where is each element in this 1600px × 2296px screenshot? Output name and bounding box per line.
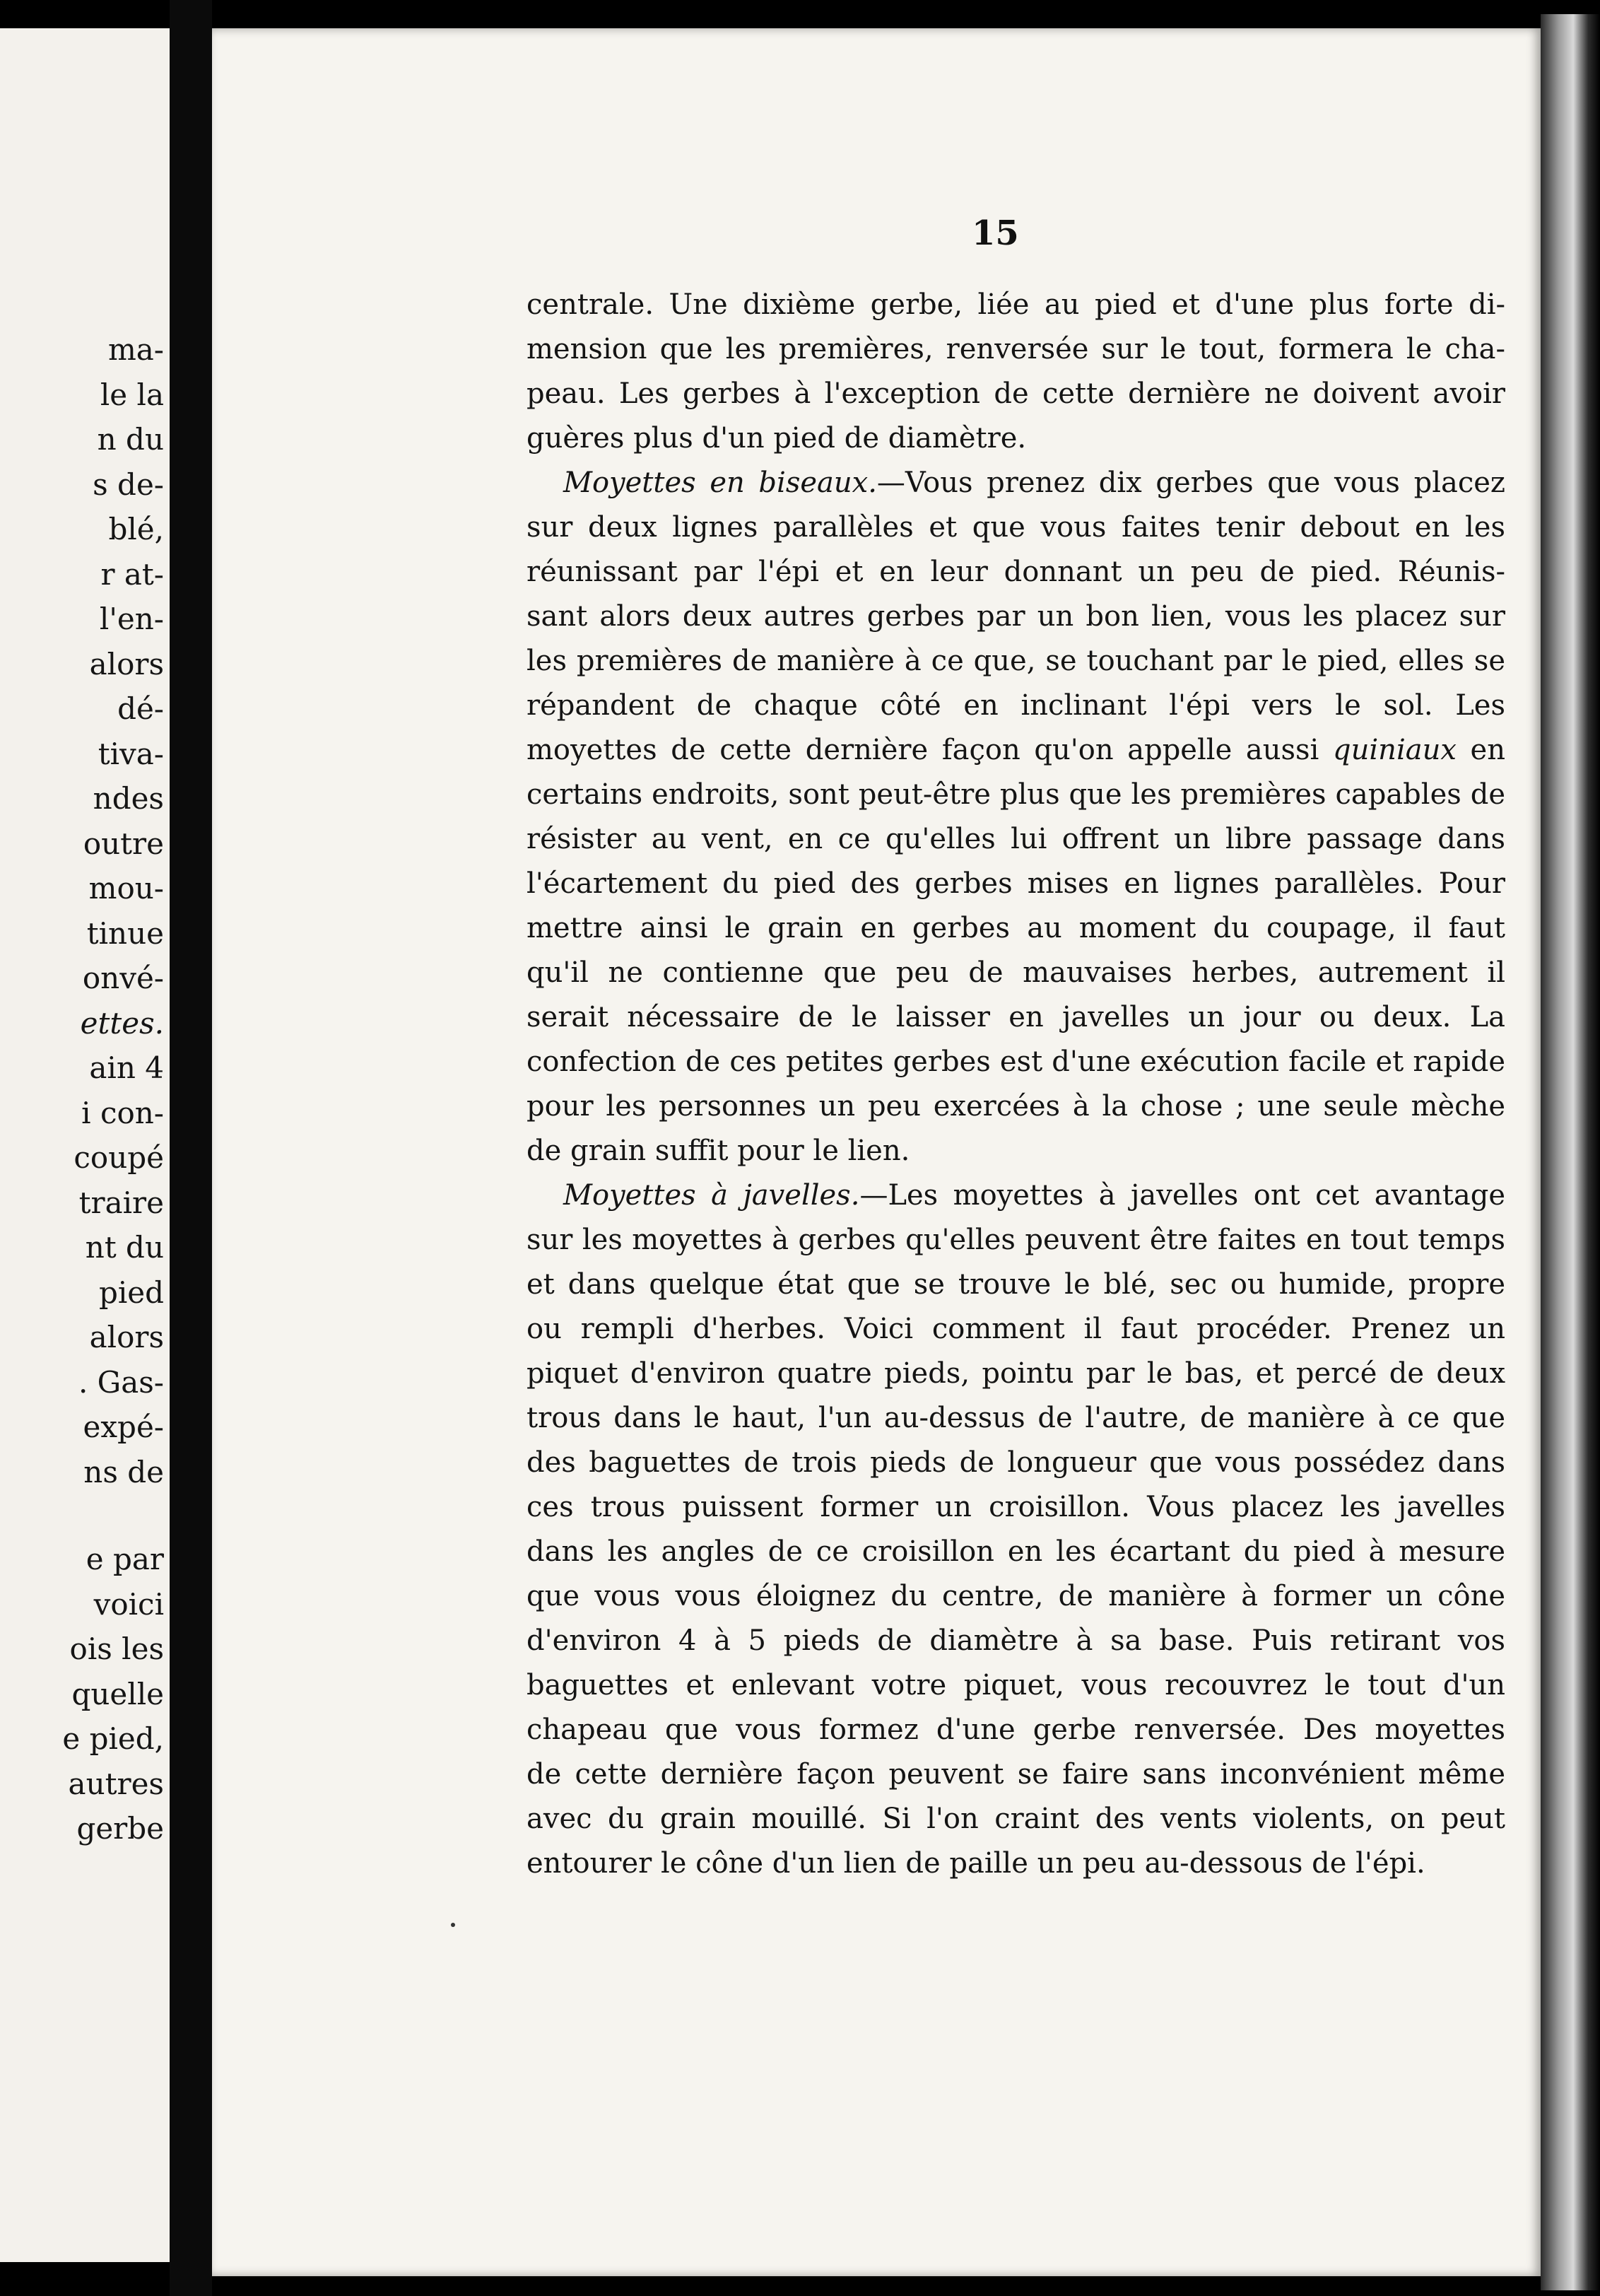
text-line: chapeau que vous formez d'une gerbe renversée. Des moyettes	[527, 1714, 1505, 1746]
text-line: peau. Les gerbes à l'exception de cette dernière ne doivent avoir	[527, 377, 1505, 410]
previous-page-text-fragment: coupé	[73, 1140, 164, 1175]
text-line: ou rempli d'herbes. Voici comment il faut procéder. Prenez un	[527, 1313, 1505, 1345]
previous-page-text-fragment: outre	[83, 826, 164, 861]
previous-page-text-fragment: gerbe	[76, 1811, 164, 1846]
previous-page-text-fragment: alors	[89, 1320, 164, 1354]
previous-page-text-fragment: mou-	[88, 871, 164, 906]
text-line: avec du grain mouillé. Si l'on craint des vents violents, on peut	[527, 1803, 1505, 1835]
previous-page-text-fragment: ettes.	[80, 1005, 164, 1041]
text-line: sur deux lignes parallèles et que vous faites tenir debout en les	[527, 511, 1505, 544]
previous-page-text-fragment: . Gas-	[78, 1364, 164, 1400]
previous-page-text-fragment: ns de	[83, 1454, 164, 1489]
text-line: pour les personnes un peu exercées à la chose ; une seule mèche	[527, 1090, 1505, 1123]
italic-term: quiniaux	[1333, 734, 1457, 766]
page-number: 15	[972, 213, 1019, 253]
text-line: l'écartement du pied des gerbes mises en lignes parallèles. Pour	[527, 867, 1505, 900]
previous-page-text-fragment: expé-	[83, 1410, 164, 1444]
section-heading-javelles: Moyettes à javelles.	[563, 1179, 860, 1212]
previous-page-text-fragment: blé,	[108, 512, 164, 546]
text-line: les premières de manière à ce que, se touchant par le pied, elles se	[527, 645, 1505, 677]
text-run: en	[1456, 734, 1505, 766]
text-line: ces trous puissent former un croisillon. Vous placez les javelles	[527, 1491, 1505, 1523]
text-line: sant alors deux autres gerbes par un bon lien, vous les placez sur	[527, 600, 1505, 633]
previous-page-text-fragment: autres	[68, 1766, 164, 1801]
text-line: serait nécessaire de le laisser en javelles un jour ou deux. La	[527, 1001, 1505, 1033]
previous-page-text-fragment: s de-	[93, 467, 164, 502]
text-line: dans les angles de ce croisillon en les écartant du pied à mesure	[527, 1535, 1505, 1568]
previous-page-text-fragment: dé-	[117, 691, 164, 726]
text-line: que vous vous éloignez du centre, de manière à former un cône	[527, 1580, 1505, 1612]
text-line: mettre ainsi le grain en gerbes au moment du coupage, il faut	[527, 912, 1505, 944]
previous-page-fragment	[0, 28, 170, 2262]
previous-page-text-fragment: le la	[100, 377, 164, 412]
text-run: —Les moyettes à javelles ont cet avantage	[859, 1179, 1506, 1212]
previous-page-text-fragment: alors	[89, 646, 164, 681]
previous-page-text-fragment: r at-	[100, 556, 164, 592]
paragraph-heading-line	[527, 461, 1505, 505]
text-line: répandent de chaque côté en inclinant l'épi vers le sol. Les	[527, 689, 1505, 722]
previous-page-text-fragment: l'en-	[99, 602, 164, 636]
previous-page-text-fragment: e pied,	[62, 1721, 164, 1756]
previous-page-text-fragment: ain 4	[89, 1050, 164, 1085]
previous-page-text-fragment: i con-	[81, 1095, 164, 1130]
print-speck	[451, 1923, 455, 1927]
text-line: réunissant par l'épi et en leur donnant un peu de pied. Réunis-	[527, 556, 1505, 588]
text-line	[527, 728, 1505, 773]
text-line: résister au vent, en ce qu'elles lui offrent un libre passage dans	[527, 823, 1505, 855]
previous-page-text-fragment: n du	[97, 422, 164, 457]
text-line: de cette dernière façon peuvent se faire sans inconvénient même	[527, 1758, 1505, 1791]
text-line: baguettes et enlevant votre piquet, vous recouvrez le tout d'un	[527, 1669, 1505, 1702]
text-line: mension que les premières, renversée sur le tout, formera le cha-	[527, 333, 1505, 365]
page-body-text	[527, 283, 1505, 1886]
paragraph-heading-line	[527, 1173, 1505, 1218]
text-line: des baguettes de trois pieds de longueur que vous possédez dans	[527, 1446, 1505, 1479]
previous-page-text-fragment: ndes	[93, 781, 164, 816]
previous-page-text-fragment: e par	[86, 1542, 164, 1576]
text-line: entourer le cône d'un lien de paille un peu au-dessous de l'épi.	[527, 1847, 1425, 1880]
text-line: et dans quelque état que se trouve le blé, sec ou humide, propre	[527, 1268, 1505, 1301]
text-line: sur les moyettes à gerbes qu'elles peuvent être faites en tout temps	[527, 1224, 1505, 1256]
previous-page-text-fragment: tiva-	[98, 736, 164, 771]
previous-page-text-fragment: ma-	[107, 332, 164, 367]
text-line: de grain suffit pour le lien.	[527, 1135, 910, 1167]
text-line: qu'il ne contienne que peu de mauvaises herbes, autrement il	[527, 956, 1505, 989]
text-line: trous dans le haut, l'un au-dessus de l'autre, de manière à ce que	[527, 1402, 1505, 1434]
previous-page-text-fragment: voici	[93, 1586, 164, 1622]
previous-page-text-fragment: onvé-	[82, 961, 164, 995]
text-line: piquet d'environ quatre pieds, pointu par le bas, et percé de deux	[527, 1357, 1505, 1390]
previous-page-text-fragment: quelle	[71, 1676, 164, 1711]
text-line: certains endroits, sont peut-être plus que les premières capables de	[527, 778, 1505, 811]
text-line: confection de ces petites gerbes est d'une exécution facile et rapide	[527, 1046, 1505, 1078]
book-page	[212, 28, 1541, 2276]
previous-page-text-fragment: tinue	[86, 915, 164, 951]
text-run: moyettes de cette dernière façon qu'on appelle aussi	[527, 734, 1334, 766]
previous-page-text-fragment: nt du	[85, 1230, 164, 1265]
text-line: d'environ 4 à 5 pieds de diamètre à sa base. Puis retirant vos	[527, 1624, 1505, 1657]
text-line: guères plus d'un pied de diamètre.	[527, 422, 1027, 455]
text-run: —Vous prenez dix gerbes que vous placez	[876, 467, 1506, 499]
section-heading-biseaux: Moyettes en biseaux.	[563, 467, 877, 499]
previous-page-text-fragment: ois les	[69, 1632, 164, 1666]
previous-page-text-fragment: traire	[78, 1185, 164, 1220]
previous-page-text-fragment: pied	[98, 1275, 164, 1310]
text-line: centrale. Une dixième gerbe, liée au pied et d'une plus forte di-	[527, 288, 1505, 321]
page-edge-stack	[1541, 14, 1600, 2290]
book-gutter	[170, 0, 212, 2296]
